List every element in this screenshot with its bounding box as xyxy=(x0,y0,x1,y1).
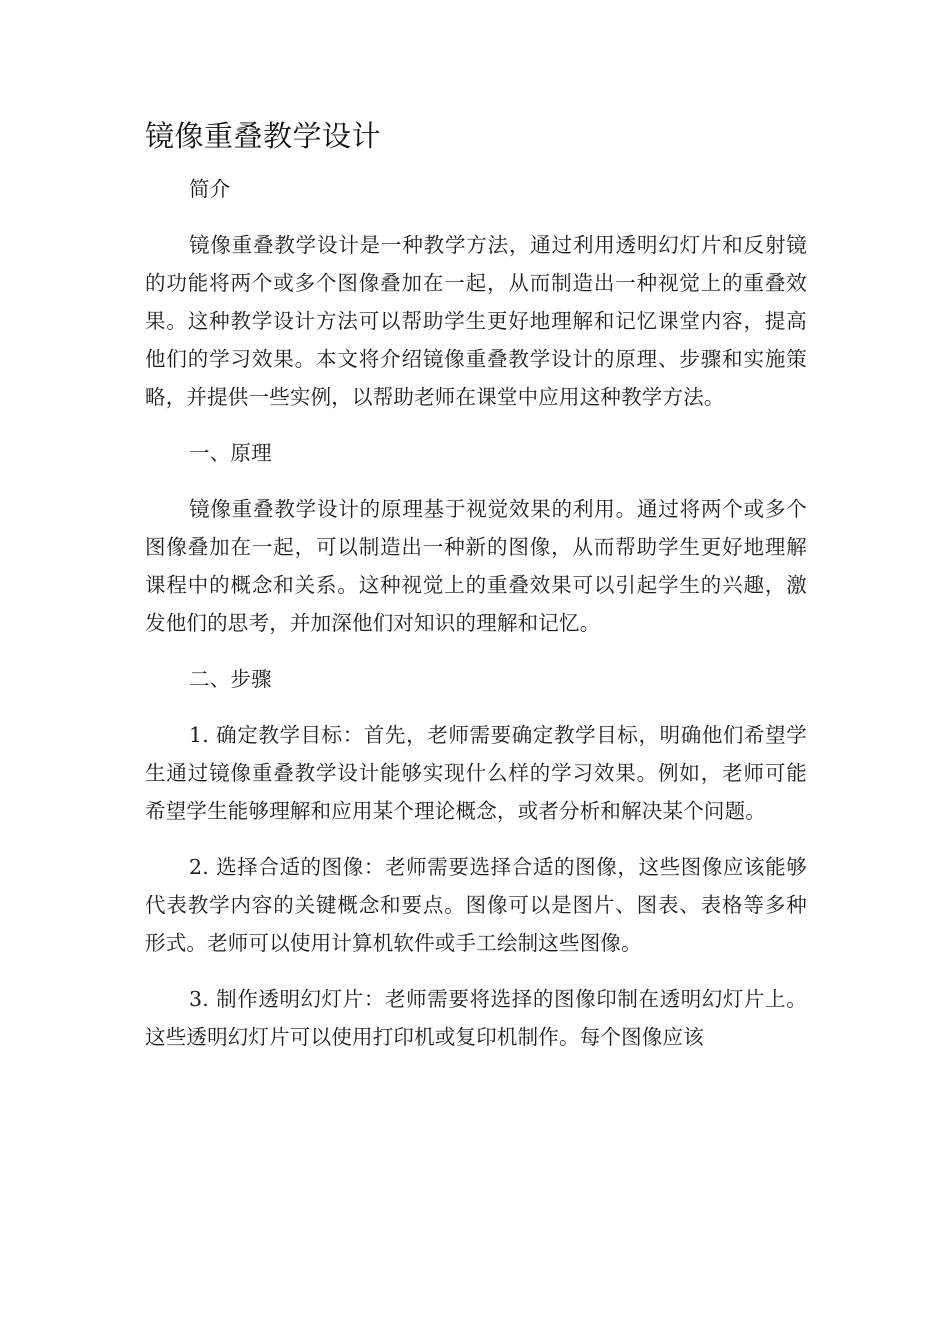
document-body xyxy=(145,112,807,1074)
intro-paragraph: 镜像重叠教学设计是一种教学方法，通过利用透明幻灯片和反射镜的功能将两个或多个图像叠加在一起，从而制造出一种视觉上的重叠效果。这种教学设计方法可以帮助学生更好地理解和记忆课堂内容，提高他们的学习效果。本文将介绍镜像重叠教学设计的原理、步骤和实施策略，并提供一些实例，以帮助老师在课堂中应用这种教学方法。 xyxy=(145,233,807,409)
document-title: 镜像重叠教学设计 xyxy=(145,119,382,153)
step-2-paragraph: 2. 选择合适的图像：老师需要选择合适的图像，这些图像应该能够代表教学内容的关键概念和要点。图像可以是图片、图表、表格等多种形式。老师可以使用计算机软件或手工绘制这些图像。 xyxy=(145,855,807,955)
section-heading-principle: 一、原理 xyxy=(189,441,272,465)
section-heading-steps: 二、步骤 xyxy=(189,667,272,691)
step-1-paragraph: 1. 确定教学目标：首先，老师需要确定教学目标，明确他们希望学生通过镜像重叠教学设计能够实现什么样的学习效果。例如，老师可能希望学生能够理解和应用某个理论概念，或者分析和解决某个问题。 xyxy=(145,723,807,823)
section-heading-intro: 简介 xyxy=(189,177,231,201)
step-3-paragraph: 3. 制作透明幻灯片：老师需要将选择的图像印制在透明幻灯片上。这些透明幻灯片可以使用打印机或复印机制作。每个图像应该 xyxy=(145,987,807,1049)
principle-paragraph: 镜像重叠教学设计的原理基于视觉效果的利用。通过将两个或多个图像叠加在一起，可以制造出一种新的图像，从而帮助学生更好地理解课程中的概念和关系。这种视觉上的重叠效果可以引起学生的兴趣，激发他们的思考，并加深他们对知识的理解和记忆。 xyxy=(145,497,807,635)
